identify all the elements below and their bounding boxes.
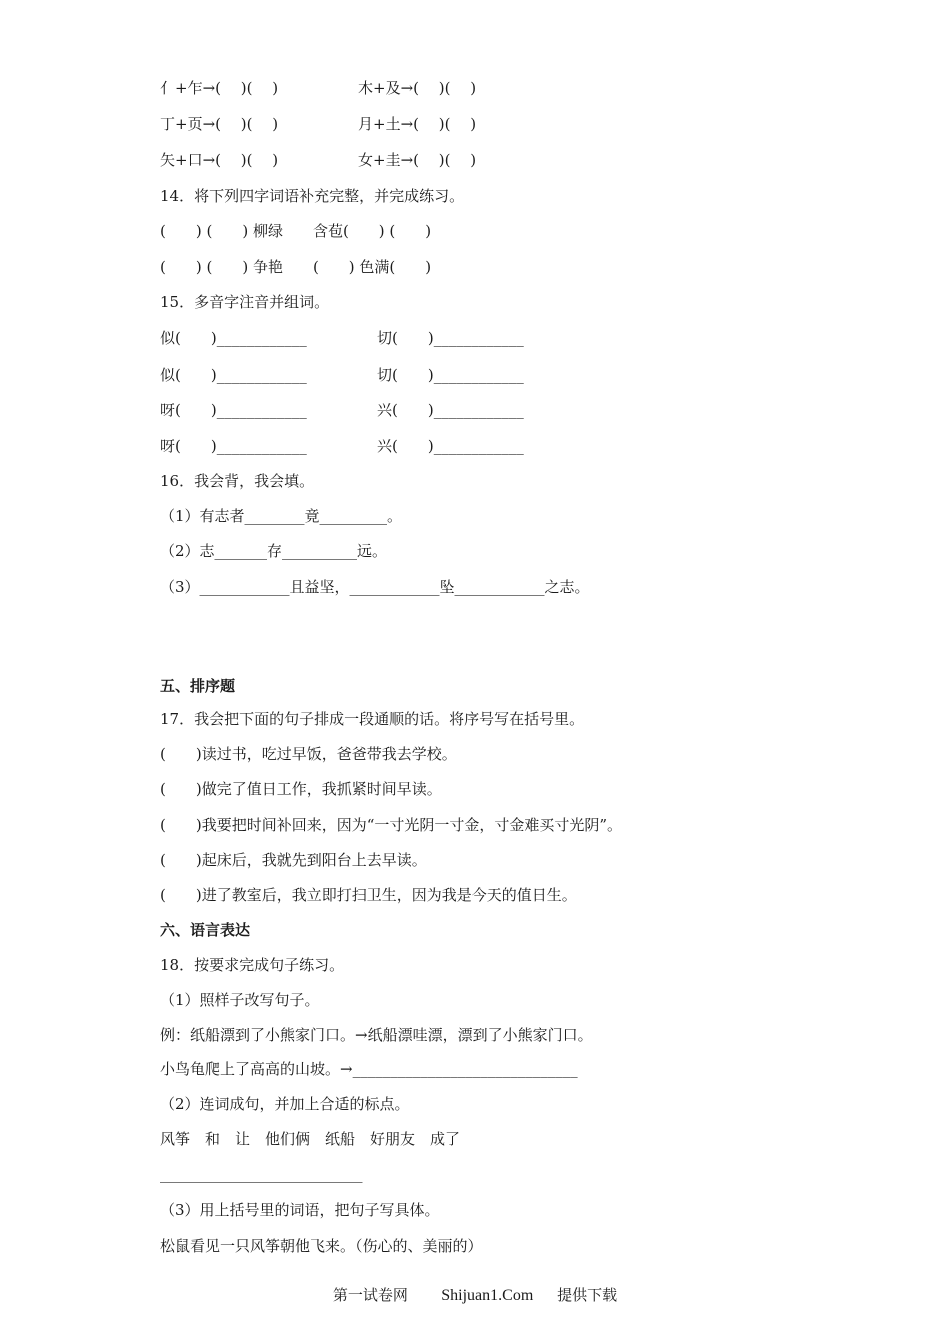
q15-row-1-left: 似( )____________ [160,329,307,347]
q16-item-2: （2）志_______存__________远。 [160,542,388,560]
q15-row-3-right: 兴( )____________ [377,401,524,419]
q17-question: 17．我会把下面的句子排成一段通顺的话。将序号写在括号里。 [160,710,585,728]
q14-line-2: ( ) ( ) 争艳 ( ) 色满( ) [160,258,432,276]
q18-question: 18．按要求完成句子练习。 [160,956,345,974]
footer-left-text: 第一试卷网 [332,1286,408,1304]
q18-task-1: 小鸟龟爬上了高高的山坡。→______________________________ [160,1060,578,1078]
section-5-heading: 五、排序题 [160,677,236,695]
q15-row-2-right: 切( )____________ [377,366,524,384]
q17-item-4: ( )起床后，我就先到阳台上去早读。 [160,851,427,869]
footer-right-text: 提供下载 [557,1286,618,1304]
q14-question: 14．将下列四字词语补充完整，并完成练习。 [160,187,465,205]
q16-item-3: （3）____________且益坚，____________坠____________之志。 [160,578,590,596]
q15-row-2-left: 似( )____________ [160,366,307,384]
q16-question: 16．我会背，我会填。 [160,472,315,490]
q18-task-3: 松鼠看见一只风筝朝他飞来。（伤心的、美丽的） [160,1237,483,1255]
q17-item-1: ( )读过书，吃过早饭，爸爸带我去学校。 [160,745,457,763]
q18-sub-2: （2）连词成句，并加上合适的标点。 [160,1095,410,1113]
q15-row-4-right: 兴( )____________ [377,437,524,455]
q18-sub-3: （3）用上括号里的词语，把句子写具体。 [160,1201,440,1219]
q13-row-1-left: 亻+乍→( )( ) [160,79,279,97]
q18-example: 例：纸船漂到了小熊家门口。→纸船漂哇漂，漂到了小熊家门口。 [160,1026,593,1044]
q14-line-1: ( ) ( ) 柳绿 含苞( ) ( ) [160,222,432,240]
q17-item-5: ( )进了教室后，我立即打扫卫生，因为我是今天的值日生。 [160,886,577,904]
footer-site-name: Shijuan1.Com [441,1287,534,1304]
q15-row-1-right: 切( )____________ [377,329,524,347]
q15-row-3-left: 呀( )____________ [160,401,307,419]
q17-item-3: ( )我要把时间补回来，因为“一寸光阴一寸金，寸金难买寸光阴”。 [160,816,623,834]
q13-row-3-right: 女+圭→( )( ) [358,151,477,169]
page-footer [0,1285,950,1306]
q13-row-2-right: 月+土→( )( ) [358,115,477,133]
q13-row-3-left: 矢+口→( )( ) [160,151,279,169]
q16-item-1: （1）有志者________竟_________。 [160,507,403,525]
q13-row-2-left: 丁+页→( )( ) [160,115,279,133]
q13-row-1-right: 木+及→( )( ) [358,79,477,97]
q18-words: 风筝 和 让 他们俩 纸船 好朋友 成了 [160,1130,461,1148]
q15-question: 15．多音字注音并组词。 [160,293,330,311]
section-6-heading: 六、语言表达 [160,921,251,939]
q18-answer-line: ___________________________ [160,1165,363,1183]
q17-item-2: ( )做完了值日工作，我抓紧时间早读。 [160,780,442,798]
q15-row-4-left: 呀( )____________ [160,437,307,455]
q18-sub-1: （1）照样子改写句子。 [160,991,320,1009]
